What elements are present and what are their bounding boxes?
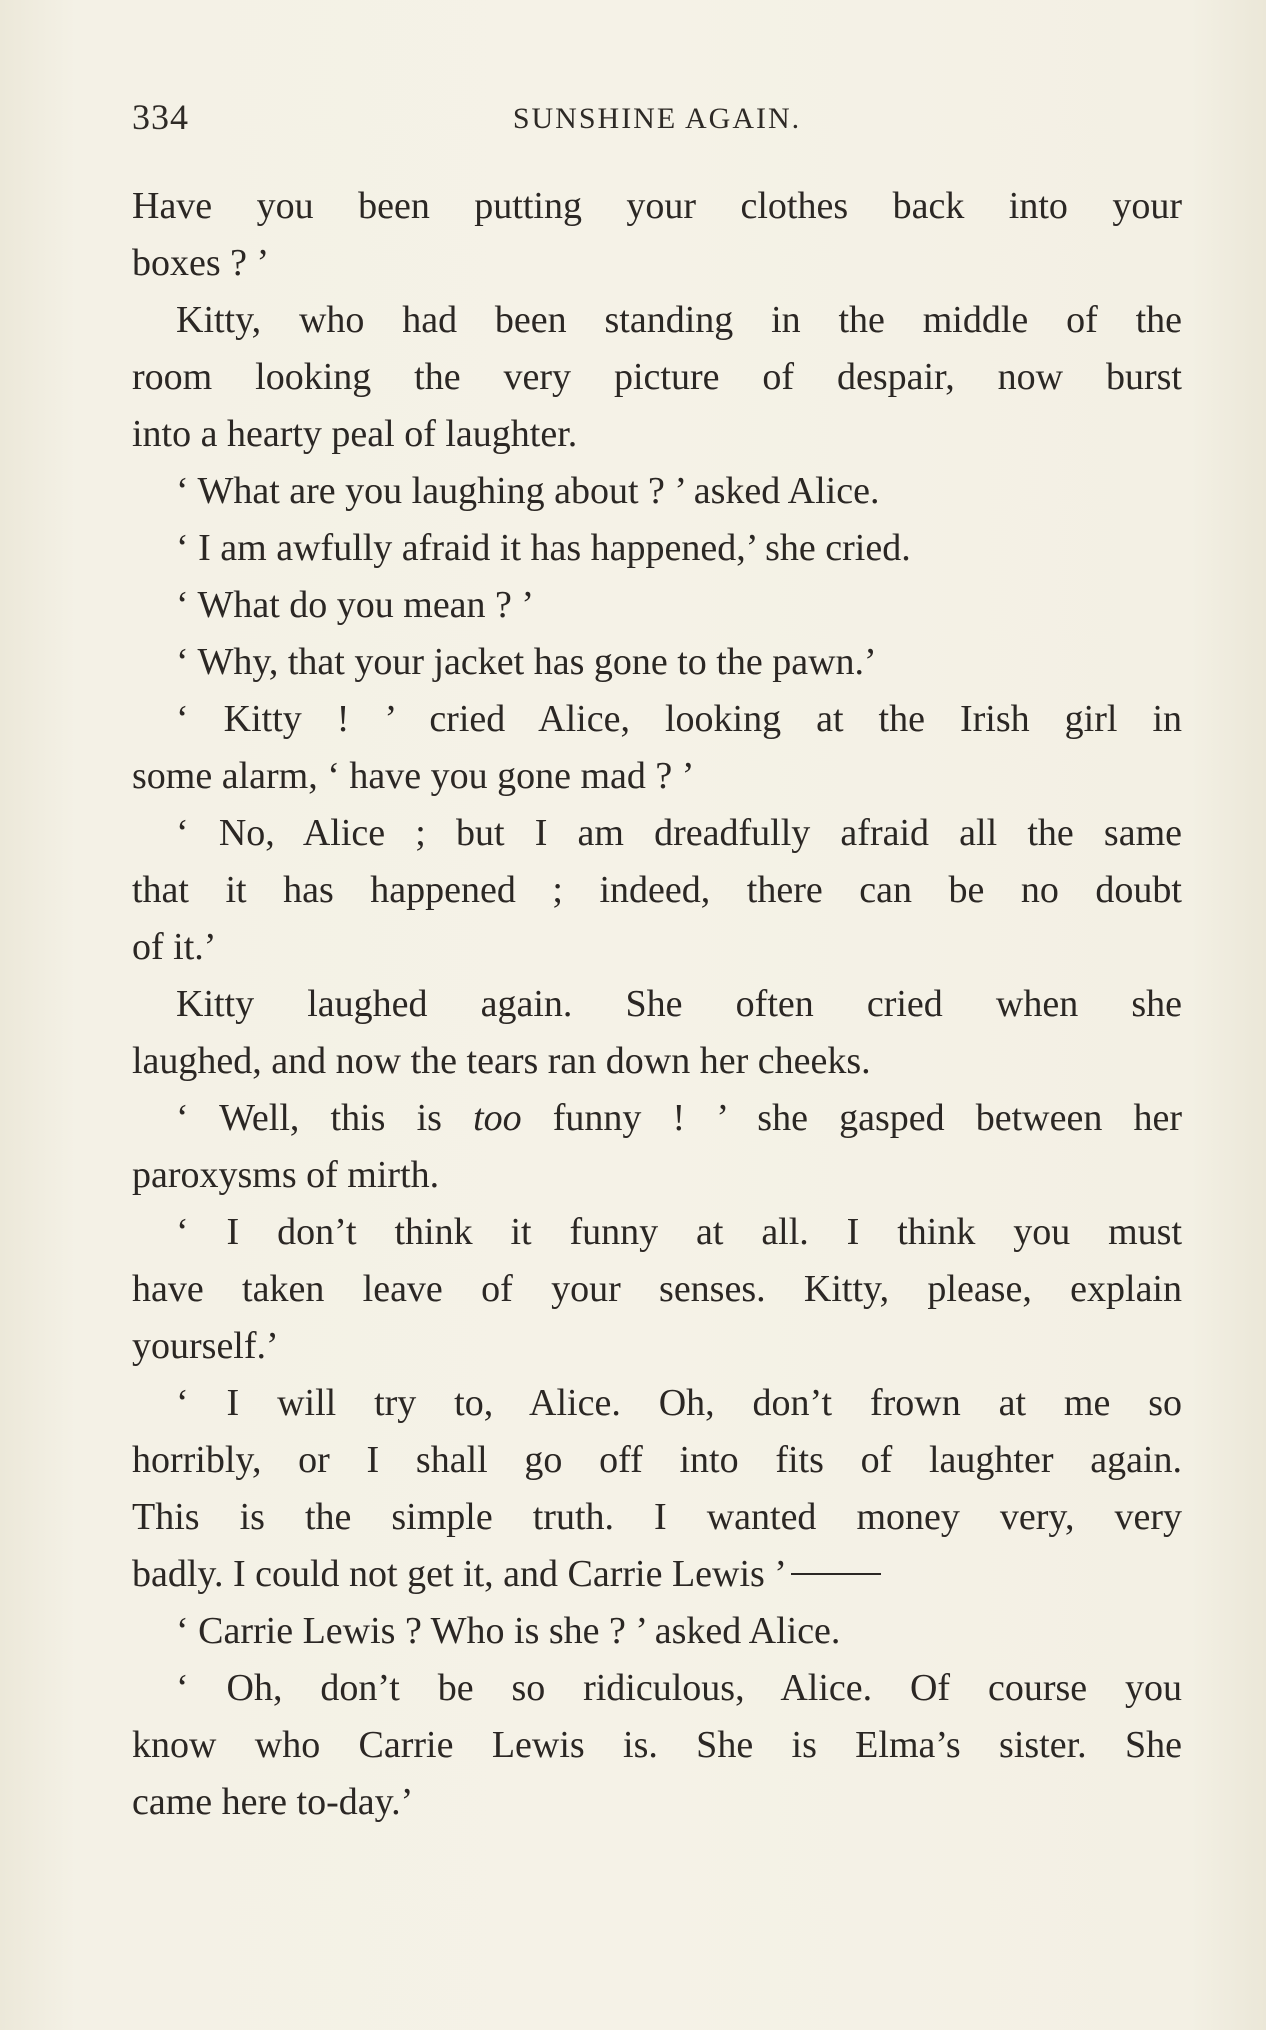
text-line: ‘ What are you laughing about ? ’ asked Alice. bbox=[176, 470, 880, 512]
text-line: ‘ What do you mean ? ’ bbox=[176, 584, 535, 626]
text-segment: funny ! ’ she gasped between her bbox=[521, 1097, 1182, 1139]
text-line: Kitty, who had been standing in the middle of the bbox=[176, 299, 1182, 341]
body-text bbox=[132, 178, 1182, 1831]
text-line: ‘ Kitty ! ’ cried Alice, looking at the Irish girl in bbox=[176, 698, 1182, 740]
text-segment: ‘ Well, this is bbox=[176, 1097, 474, 1139]
page-header bbox=[132, 96, 1182, 146]
text-line: boxes ? ’ bbox=[132, 242, 270, 284]
text-line: room looking the very picture of despair, now burst bbox=[132, 356, 1182, 398]
text-line: ‘ Oh, don’t be so ridiculous, Alice. Of course you bbox=[176, 1667, 1182, 1709]
running-title: SUNSHINE AGAIN. bbox=[512, 102, 802, 135]
text-line: ‘ I am awfully afraid it has happened,’ she cried. bbox=[176, 527, 911, 569]
text-line: ‘ I will try to, Alice. Oh, don’t frown at me so bbox=[176, 1382, 1182, 1424]
text-line: Kitty laughed again. She often cried when she bbox=[176, 983, 1182, 1025]
text-line: know who Carrie Lewis is. She is Elma’s sister. She bbox=[132, 1724, 1182, 1766]
italic-word: too bbox=[473, 1097, 522, 1139]
page-number: 334 bbox=[132, 97, 189, 137]
text-line: of it.’ bbox=[132, 926, 217, 968]
text-line: paroxysms of mirth. bbox=[132, 1154, 440, 1196]
text-line: ‘ Why, that your jacket has gone to the pawn.’ bbox=[176, 641, 877, 683]
text-line-with-italic bbox=[132, 1090, 1182, 1147]
text-line: some alarm, ‘ have you gone mad ? ’ bbox=[132, 755, 695, 797]
text-line: ‘ No, Alice ; but I am dreadfully afraid all the same bbox=[176, 812, 1182, 854]
text-line: yourself.’ bbox=[132, 1325, 279, 1367]
text-segment: badly. I could not get it, and Carrie Lewis ’ bbox=[132, 1553, 787, 1595]
text-line: into a hearty peal of laughter. bbox=[132, 413, 578, 455]
text-line: laughed, and now the tears ran down her cheeks. bbox=[132, 1040, 871, 1082]
em-dash-rule bbox=[791, 1573, 881, 1575]
text-line: came here to-day.’ bbox=[132, 1781, 414, 1823]
text-line: have taken leave of your senses. Kitty, please, explain bbox=[132, 1268, 1182, 1310]
text-line: Have you been putting your clothes back into your bbox=[132, 185, 1182, 227]
text-line: ‘ I don’t think it funny at all. I think you must bbox=[176, 1211, 1182, 1253]
text-line: ‘ Carrie Lewis ? Who is she ? ’ asked Alice. bbox=[176, 1610, 841, 1652]
text-line: horribly, or I shall go off into fits of laughter again. bbox=[132, 1439, 1182, 1481]
text-line-with-dash bbox=[132, 1546, 1182, 1603]
text-line: This is the simple truth. I wanted money very, very bbox=[132, 1496, 1182, 1538]
text-line: that it has happened ; indeed, there can be no doubt bbox=[132, 869, 1182, 911]
